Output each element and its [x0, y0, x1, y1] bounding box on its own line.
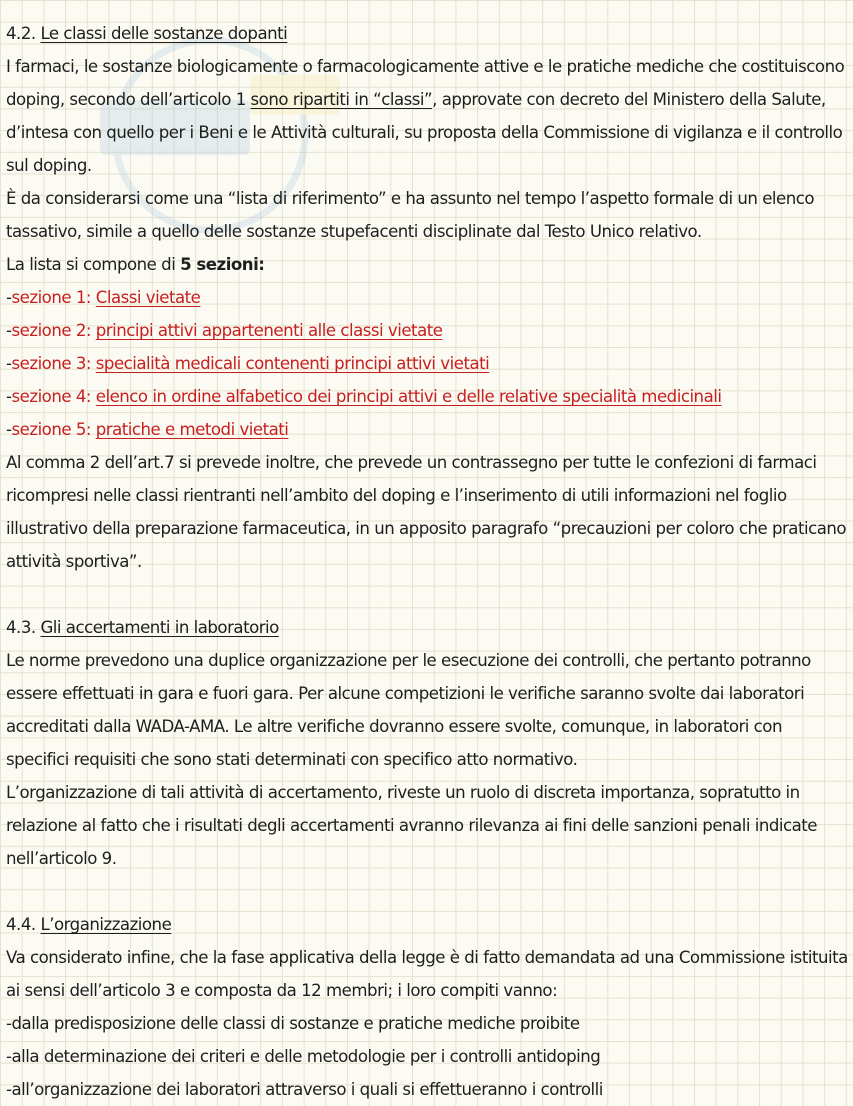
heading-title: Le classi delle sostanze dopanti [40, 24, 288, 43]
paragraph: Va considerato infine, che la fase applicativa della legge è di fatto demandata ad una Commissione istituita ai sensi dell’articolo 3 e composta da 12 membri; i loro compiti vanno: [6, 948, 848, 1000]
section-label: sezione 5: [11, 420, 96, 439]
list-item: -dalla predisposizione delle classi di sostanze e pratiche mediche proibite [6, 1014, 580, 1033]
heading-number: 4.3. [6, 618, 36, 637]
heading-number: 4.4. [6, 915, 36, 934]
heading-title: L’organizzazione [40, 915, 172, 934]
paragraph: Le norme prevedono una duplice organizzazione per le esecuzione dei controlli, che pertanto potranno essere effettuati in gara e fuori gara. Per alcune competizioni le verifiche saranno svolte dai laboratori accreditati dalla WADA-AMA. Le altre verifiche dovranno essere svolte, comunque, in laboratori con specifici requisiti che sono stati determinati con specifico atto normativo. [6, 651, 811, 769]
section-label: sezione 3: [11, 354, 96, 373]
section-label: sezione 4: [11, 387, 96, 406]
paragraph: Al comma 2 dell’art.7 si prevede inoltre, che prevede un contrassegno per tutte le confezioni di farmaci ricompresi nelle classi rientranti nell’ambito del doping e l’inserimento di utili informazioni nel foglio illustrativo della preparazione farmaceutica, in un apposito paragrafo “precauzioni per coloro che praticano attività sportiva”. [6, 453, 847, 571]
dash: - [6, 354, 12, 373]
section-4-2-heading [6, 17, 848, 50]
document-page [6, 17, 848, 1106]
text: I farmaci, le sostanze biologicamente o farmacologicamente attive e le pratiche mediche che costituiscono doping, secondo dell’articolo 1 [6, 57, 845, 109]
list-item [6, 413, 848, 446]
section-4-4-heading [6, 908, 848, 941]
underlined-phrase: sono ripartiti in “classi” [250, 90, 433, 109]
section-text: principi attivi appartenenti alle classi vietate [95, 321, 443, 340]
list-item [6, 380, 848, 413]
dash: - [6, 288, 12, 307]
list-item [6, 281, 848, 314]
list-item: -all’organizzazione dei laboratori attraverso i quali si effettueranno i controlli [6, 1080, 603, 1099]
list-item [6, 347, 848, 380]
section-text: elenco in ordine alfabetico dei principi attivi e delle relative specialità medicinali [95, 387, 722, 406]
paragraph: L’organizzazione di tali attività di accertamento, riveste un ruolo di discreta importanza, sopratutto in relazione al fatto che i risultati degli accertamenti avranno rilevanza ai fini delle sanzioni penali indicate nell’articolo 9. [6, 783, 817, 868]
section-label: sezione 1: [11, 288, 96, 307]
dash: - [6, 321, 12, 340]
bold-text: 5 sezioni: [180, 255, 265, 274]
list-item [6, 314, 848, 347]
dash: - [6, 387, 12, 406]
text: , approvate con decreto del Ministero della Salute, d’intesa con quello per i Beni e le Attività culturali, su proposta della Commissione di vigilanza e il controllo sul doping. [6, 90, 843, 175]
section-text: Classi vietate [95, 288, 201, 307]
heading-title: Gli accertamenti in laboratorio [40, 618, 279, 637]
section-4-3-heading [6, 611, 848, 644]
heading-number: 4.2. [6, 24, 36, 43]
dash: - [6, 420, 12, 439]
list-item: -alla determinazione dei criteri e delle metodologie per i controlli antidoping [6, 1047, 601, 1066]
section-label: sezione 2: [11, 321, 96, 340]
text: La lista si compone di [6, 255, 181, 274]
paragraph [6, 50, 848, 182]
section-text: pratiche e metodi vietati [95, 420, 289, 439]
section-text: specialità medicali contenenti principi attivi vietati [95, 354, 490, 373]
paragraph [6, 248, 848, 281]
paragraph: È da considerarsi come una “lista di riferimento” e ha assunto nel tempo l’aspetto formale di un elenco tassativo, simile a quello delle sostanze stupefacenti disciplinate dal Testo Unico relativo. [6, 189, 815, 241]
